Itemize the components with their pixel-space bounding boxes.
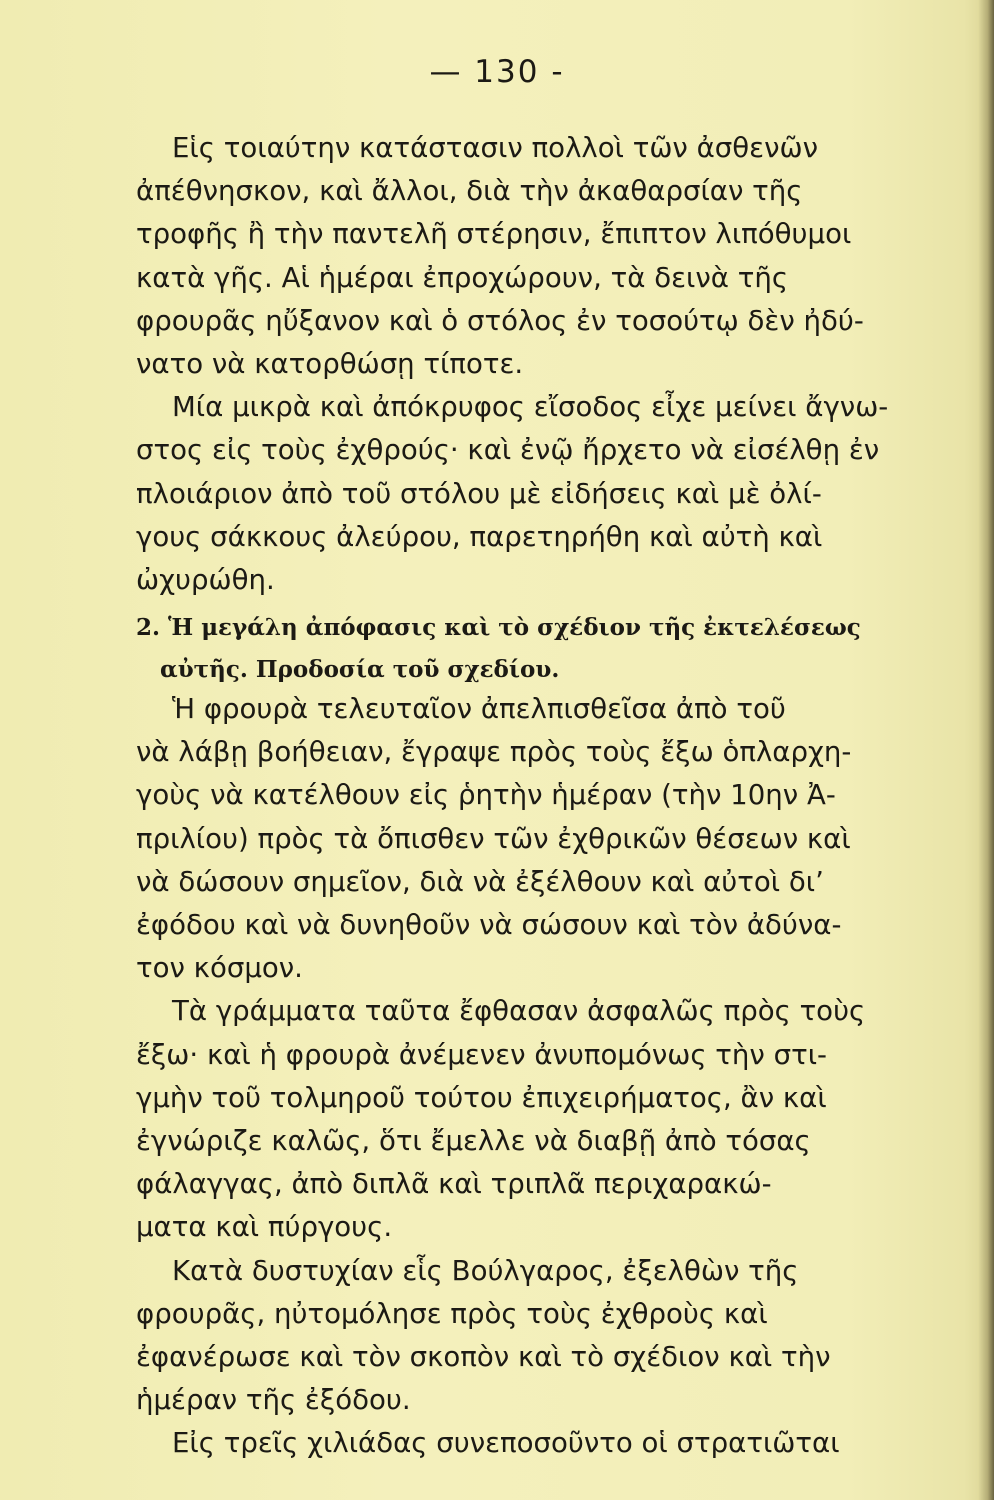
text-line: γοὺς νὰ κατέλθουν εἰς ῥητὴν ἡμέραν (τὴν 10ην Ἀ-	[136, 778, 836, 812]
text-line: Ἡ φρουρὰ τελευταῖον ἀπελπισθεῖσα ἀπὸ τοῦ	[172, 692, 786, 725]
text-line: φάλαγγας, ἀπὸ διπλᾶ καὶ τριπλᾶ περιχαρακώ-	[136, 1167, 772, 1201]
paragraph-2	[136, 385, 932, 601]
text-line: κατὰ γῆς. Αἱ ἡμέραι ἐπροχώρουν, τὰ δεινὰ τῆς	[136, 260, 789, 294]
section-title-line-2: αὐτῆς. Προδοσία τοῦ σχεδίου.	[160, 656, 560, 683]
paragraph-1	[136, 126, 932, 385]
paragraph-3	[136, 687, 932, 989]
paragraph-4	[136, 989, 932, 1248]
text-line: νατο νὰ κατορθώσῃ τίποτε.	[136, 347, 524, 381]
page-edge-shadow	[978, 0, 994, 1500]
page-number: — 130 -	[429, 54, 565, 90]
text-line: ἐφανέρωσε καὶ τὸν σκοπὸν καὶ τὸ σχέδιον καὶ τὴν	[136, 1340, 831, 1374]
text-line: Τὰ γράμματα ταῦτα ἔφθασαν ἀσφαλῶς πρὸς τοὺς	[172, 994, 866, 1028]
section-title-line-1: Ἡ μεγάλη ἀπόφασις καὶ τὸ σχέδιον τῆς ἐκτελέσεως	[168, 614, 861, 641]
paragraph-5	[136, 1249, 932, 1422]
text-line: φρουρᾶς, ηὐτομόλησε πρὸς τοὺς ἐχθροὺς καὶ	[136, 1296, 768, 1330]
text-line: Κατὰ δυστυχίαν εἷς Βούλγαρος, ἐξελθὼν τῆς	[172, 1253, 799, 1287]
text-line: πλοιάριον ἀπὸ τοῦ στόλου μὲ εἰδήσεις καὶ μὲ ὀλί-	[136, 476, 822, 510]
text-line: τροφῆς ἢ τὴν παντελῆ στέρησιν, ἔπιπτον λιπόθυμοι	[136, 217, 852, 251]
text-block-2	[136, 687, 932, 1465]
text-line: νὰ λάβῃ βοήθειαν, ἔγραψε πρὸς τοὺς ἔξω ὁπλαρχη-	[136, 735, 852, 769]
section-number: 2.	[136, 614, 161, 641]
section-heading	[136, 607, 936, 691]
text-block-1	[136, 126, 932, 601]
text-line: γους σάκκους ἀλεύρου, παρετηρήθη καὶ αὐτὴ καὶ	[136, 519, 823, 553]
text-line: φρουρᾶς ηὔξανον καὶ ὁ στόλος ἐν τοσούτῳ δὲν ἠδύ-	[136, 303, 864, 337]
text-line: ἐγνώριζε καλῶς, ὅτι ἔμελλε νὰ διαβῇ ἀπὸ τόσας	[136, 1124, 811, 1158]
text-line: Μία μικρὰ καὶ ἀπόκρυφος εἴσοδος εἶχε μείνει ἄγνω-	[172, 390, 889, 424]
text-line: ματα καὶ πύργους.	[136, 1210, 393, 1244]
text-line: Εἰς τρεῖς χιλιάδας συνεποσοῦντο οἱ στρατιῶται	[172, 1426, 840, 1460]
paragraph-6	[136, 1421, 932, 1464]
text-line: γμὴν τοῦ τολμηροῦ τούτου ἐπιχειρήματος, ἂν καὶ	[136, 1080, 827, 1114]
text-line: νὰ δώσουν σημεῖον, διὰ νὰ ἐξέλθουν καὶ αὐτοὶ δι’	[136, 864, 824, 898]
text-line: ἔξω· καὶ ἡ φρουρὰ ἀνέμενεν ἀνυπομόνως τὴν στι-	[136, 1037, 827, 1071]
text-line: Εἱς τοιαύτην κατάστασιν πολλοὶ τῶν ἀσθενῶν	[172, 131, 819, 164]
text-line: ἐφόδου καὶ νὰ δυνηθοῦν νὰ σώσουν καὶ τὸν ἀδύνα-	[136, 908, 842, 942]
text-line: ὠχυρώθη.	[136, 563, 275, 597]
text-line: στος εἰς τοὺς ἐχθρούς· καὶ ἐνῷ ἤρχετο νὰ εἰσέλθῃ ἐν	[136, 433, 880, 467]
text-line: ἀπέθνησκον, καὶ ἄλλοι, διὰ τὴν ἀκαθαρσίαν τῆς	[136, 174, 803, 208]
text-line: ἡμέραν τῆς ἐξόδου.	[136, 1383, 411, 1417]
text-line: τον κόσμον.	[136, 951, 303, 985]
text-line: πριλίου) πρὸς τὰ ὄπισθεν τῶν ἐχθρικῶν θέσεων καὶ	[136, 821, 851, 855]
